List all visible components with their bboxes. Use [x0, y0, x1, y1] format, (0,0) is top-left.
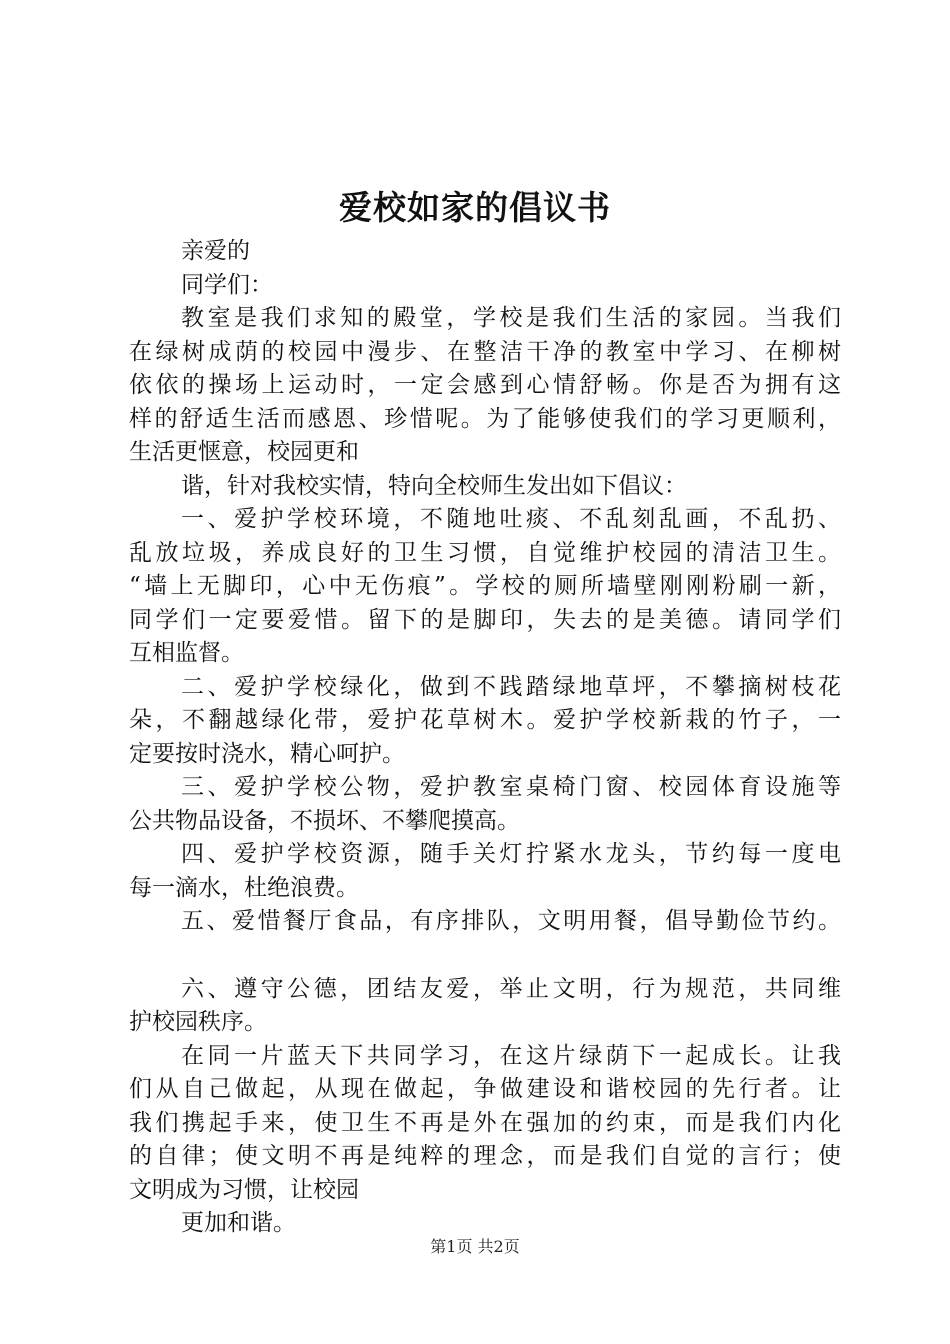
proposal-2-line: 定要按时浇水，精心呵护。: [129, 740, 405, 767]
proposal-4-line: 每一滴水，杜绝浪费。: [129, 874, 359, 901]
proposal-1-line: 同学们一定要爱惜。留下的是脚印，失去的是美德。请同学们: [129, 606, 841, 633]
paragraph-intro-line: 依依的操场上运动时，一定会感到心情舒畅。你是否为拥有这: [129, 372, 841, 398]
paragraph-intro-line: 样的舒适生活而感恩、珍惜呢。为了能够使我们的学习更顺利，: [129, 405, 841, 432]
proposal-6-line: 护校园秩序。: [129, 1009, 267, 1035]
proposal-5-line: 五、爱惜餐厅食品，有序排队，文明用餐，倡导勤俭节约。: [181, 908, 841, 934]
salutation-line-1: 亲爱的: [181, 238, 250, 264]
proposal-1-line: 互相监督。: [129, 640, 244, 666]
proposal-6-line: 六、遵守公德，团结友爱，举止文明，行为规范，共同维: [181, 975, 841, 1002]
paragraph-closing-line: 的自律；使文明不再是纯粹的理念，而是我们自觉的言行；使: [129, 1143, 841, 1169]
proposal-2-line: 二、爱护学校绿化，做到不践踏绿地草坪，不攀摘树枝花: [181, 673, 841, 700]
paragraph-proposal-intro: 谐，针对我校实情，特向全校师生发出如下倡议：: [181, 472, 687, 499]
proposal-1-line: 一、爱护学校环境，不随地吐痰、不乱刻乱画，不乱扔、: [181, 506, 841, 532]
paragraph-closing-line: 文明成为习惯，让校园: [129, 1176, 359, 1203]
paragraph-closing-line: 我们携起手来，使卫生不再是外在强加的约束，而是我们内化: [129, 1109, 841, 1136]
document-body: [129, 235, 841, 1241]
page-number-footer: 第1页 共2页: [430, 1237, 520, 1256]
paragraph-intro-line: 教室是我们求知的殿堂，学校是我们生活的家园。当我们: [181, 305, 841, 331]
paragraph-gap: [129, 939, 841, 973]
paragraph-closing-line: 更加和谐。: [181, 1210, 296, 1236]
proposal-1-line: “墙上无脚印，心中无伤痕”。学校的厕所墙壁刚刚粉刷一新，: [129, 573, 841, 599]
document-title: 爱校如家的倡议书: [339, 188, 611, 227]
salutation-line-2: 同学们：: [181, 271, 273, 298]
paragraph-closing-line: 在同一片蓝天下共同学习，在这片绿荫下一起成长。让我: [181, 1042, 841, 1069]
paragraph-intro-line: 生活更惬意，校园更和: [129, 439, 359, 465]
proposal-1-line: 乱放垃圾，养成良好的卫生习惯，自觉维护校园的清洁卫生。: [129, 539, 841, 566]
proposal-3-line: 三、爱护学校公物，爱护教室桌椅门窗、校园体育设施等: [181, 774, 841, 800]
paragraph-closing-line: 们从自己做起，从现在做起，争做建设和谐校园的先行者。让: [129, 1076, 841, 1102]
proposal-4-line: 四、爱护学校资源，随手关灯拧紧水龙头，节约每一度电: [181, 841, 841, 867]
proposal-3-line: 公共物品设备，不损坏、不攀爬摸高。: [129, 807, 520, 834]
paragraph-intro-line: 在绿树成荫的校园中漫步、在整洁干净的教室中学习、在柳树: [129, 338, 841, 365]
proposal-2-line: 朵，不翻越绿化带，爱护花草树木。爱护学校新栽的竹子，一: [129, 707, 841, 733]
